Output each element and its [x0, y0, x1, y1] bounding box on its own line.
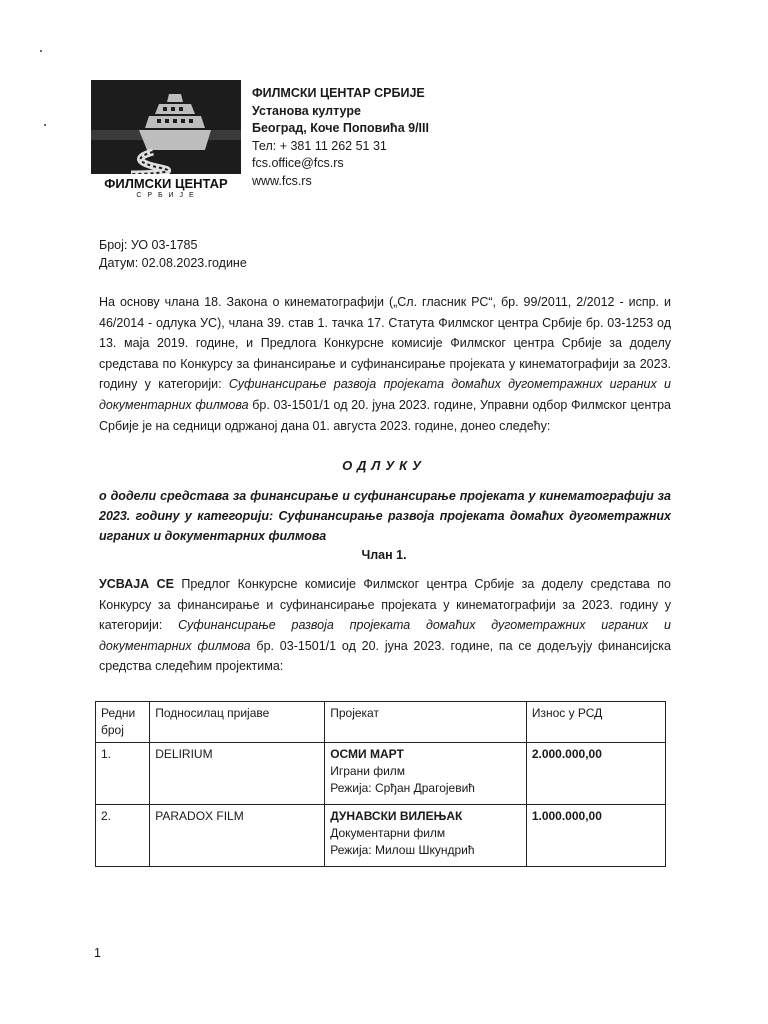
article-1-text-1: Предлог Конкурсне комисије Филмског центра Србије за доделу средстава по Конкурсу за финансирање и суфинансирање пројеката у кинематографији за 2023. годину у категорији: — [99, 577, 671, 633]
header-applicant: Подносилац пријаве — [150, 702, 325, 743]
svg-text:С Р Б И Ј Е: С Р Б И Ј Е — [136, 192, 196, 198]
project-title: ДУНАВСКИ ВИЛЕЊАК — [330, 809, 463, 823]
org-email[interactable]: fcs.office@fcs.rs — [252, 156, 344, 170]
scan-speck — [40, 50, 42, 52]
decision-subtitle: о додели средстава за финансирање и суфинансирање пројеката у кинематографији за 2023. годину у категорији: Суфинансирање развоја пројеката домаћих дугометражних играних и документарних филмова — [99, 489, 671, 543]
intro-category: Суфинансирање развоја пројеката домаћих дугометражних играних и документарних филмова — [99, 377, 671, 412]
page-number: 1 — [94, 946, 101, 960]
intro-paragraph — [99, 292, 671, 436]
cell-applicant: PARADOX FILM — [150, 805, 325, 867]
header-amount: Износ у РСД — [526, 702, 665, 743]
article-1-title: Члан 1. — [361, 548, 407, 562]
organization-info — [252, 85, 429, 190]
scan-speck — [44, 124, 46, 126]
cell-number: 2. — [96, 805, 150, 867]
film-center-logo — [91, 80, 241, 198]
reference-number: Број: УО 03-1785 — [99, 238, 198, 252]
cell-number: 1. — [96, 743, 150, 805]
intro-text-1: На основу члана 18. Закона о кинематографији („Сл. гласник РС“, бр. 99/2011, 2/2012 - испр. и 46/2014 - одлука УС), члана 39. став 1. тачка 17. Статута Филмског центра Србије бр. 03-1253 од 13. маја 2019. године, и Предлога Конкурсне комисије Филмског центра Србије за доделу средстава по Конкурсу за финансирање и суфинансирање пројеката у кинематографији за 2023. годину у категорији: — [99, 295, 671, 392]
org-type: Установа културе — [252, 103, 361, 118]
org-website[interactable]: www.fcs.rs — [252, 173, 312, 188]
reference-date: Датум: 02.08.2023.године — [99, 256, 247, 270]
table-row — [96, 805, 666, 867]
header-number: Редни број — [96, 702, 150, 743]
project-type: Документарни филм — [330, 826, 446, 840]
intro-text-2: бр. 03-1501/1 од 20. јуна 2023. године, Управни одбор Филмског центра Србије је на седници одржаној дана 01. августа 2023. године, донео следећу: — [99, 397, 672, 433]
cell-amount: 1.000.000,00 — [526, 805, 665, 867]
cell-project — [325, 743, 527, 805]
org-address: Београд, Коче Поповића 9/III — [252, 121, 429, 135]
svg-text:ФИЛМСКИ ЦЕНТАР: ФИЛМСКИ ЦЕНТАР — [104, 176, 228, 191]
article-1-lead: УСВАЈА СЕ — [99, 577, 174, 591]
cell-amount: 2.000.000,00 — [526, 743, 665, 805]
header-project: Пројекат — [325, 702, 527, 743]
document-reference — [99, 236, 247, 272]
project-director: Режија: Срђан Драгојевић — [330, 781, 475, 795]
grants-table — [95, 701, 666, 867]
article-1-text-2: бр. 03-1501/1 од 20. јуна 2023. године, па се додељују финансијска средства следећим пројектима: — [99, 638, 672, 674]
project-type: Играни филм — [330, 764, 406, 778]
org-phone: Тел: + 381 11 262 51 31 — [252, 138, 387, 153]
table-header-row — [96, 702, 666, 743]
cell-applicant: DELIRIUM — [150, 743, 325, 805]
project-title: ОСМИ МАРТ — [330, 747, 404, 761]
table-row — [96, 743, 666, 805]
article-1-category: Суфинансирање развоја пројеката домаћих дугометражних играних и документарних филмова — [99, 618, 671, 653]
decision-title: ОДЛУКУ — [342, 458, 426, 473]
project-director: Режија: Милош Шкундрић — [330, 843, 475, 857]
article-1-paragraph — [99, 574, 671, 677]
ship-logo-icon — [91, 80, 241, 198]
cell-project — [325, 805, 527, 867]
org-name: ФИЛМСКИ ЦЕНТАР СРБИЈЕ — [252, 86, 425, 100]
